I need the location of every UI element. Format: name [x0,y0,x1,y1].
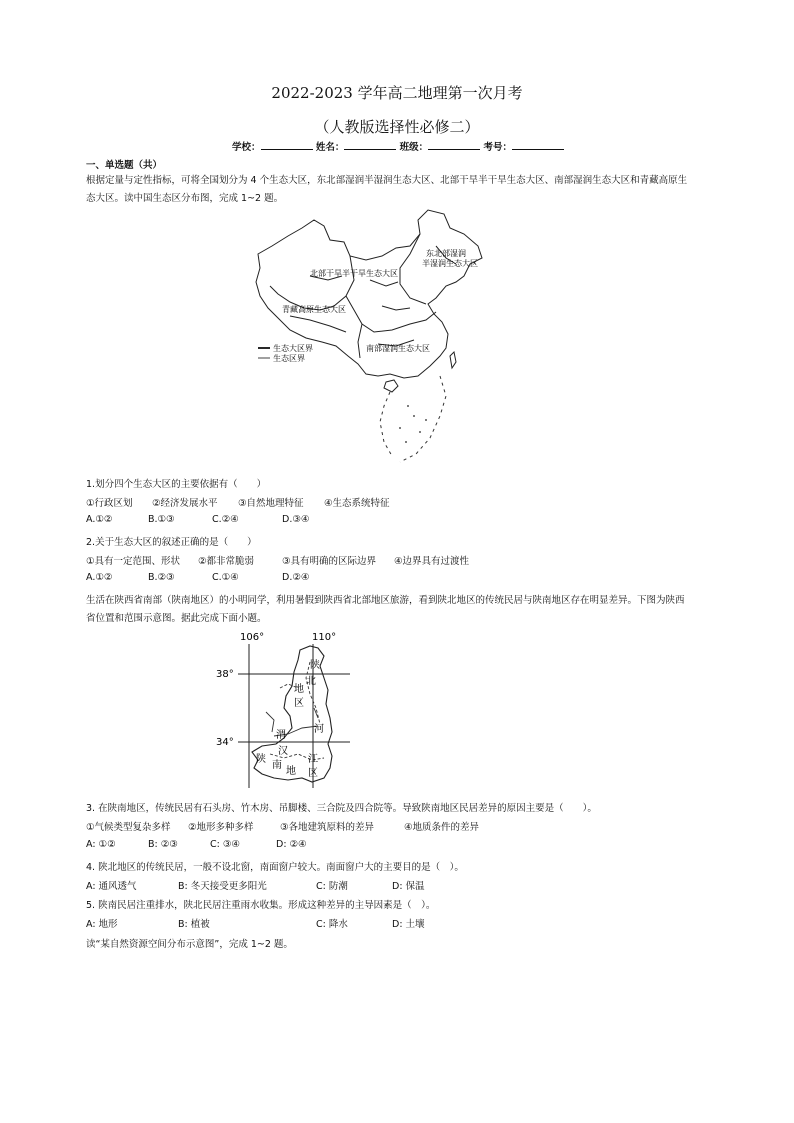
label-northeast-2: 半湿润生态大区 [422,259,478,268]
q1-options [86,514,309,525]
q4-option-c[interactable]: C: 防潮 [316,881,348,892]
q5-option-c[interactable]: C: 降水 [316,919,348,930]
q3-stem: 3. 在陕南地区，传统民居有石头房、竹木房、吊脚楼、三合院及四合院等。导致陕南地区民居差异的原因主要是（ ）。 [86,803,597,814]
map-char: 区 [294,698,304,709]
q1-option-a[interactable]: A.①② [86,514,113,525]
legend-zone-boundary: 生态区界 [273,354,305,363]
q4-option-b[interactable]: B: 冬天接受更多阳光 [178,881,267,892]
q2-options [86,572,309,583]
legend-region-boundary: 生态大区界 [273,344,313,353]
q4-options [86,878,425,892]
q2-option-c[interactable]: C.①④ [212,572,239,583]
map-char: 陕 [256,754,266,765]
q5-option-d[interactable]: D: 土壤 [392,919,425,930]
q5-option-a[interactable]: A: 地形 [86,919,118,930]
q3-items [86,819,479,833]
intro2-line-1: 生活在陕西省南部（陕南地区）的小明同学，利用暑假到陕西省北部地区旅游，看到陕北地区的传统民居与陕南地区存在明显差异。下图为陕西 [86,595,685,606]
section-heading: 一、单选题（共） [86,160,163,171]
class-field[interactable] [428,140,480,150]
q3-option-b[interactable]: B: ②③ [148,839,178,850]
q1-option-c[interactable]: C.②④ [212,514,239,525]
q2-stem: 2.关于生态大区的叙述正确的是（ ） [86,537,257,548]
china-ecoregion-map [250,206,490,468]
school-label: 学校： [232,142,261,153]
map-char: 江 [308,754,318,765]
q2-option-d[interactable]: D.②④ [282,572,310,583]
map-char: 陕 [310,660,320,671]
q3-options [86,839,307,850]
label-tibetan-plateau: 青藏高原生态大区 [282,305,346,314]
q1-item: ②经济发展水平 [152,498,218,509]
map-char: 区 [308,768,318,779]
intro-line-1: 根据定量与定性指标，可将全国划分为 4 个生态大区，东北部湿润半湿润生态大区、北部干旱半干旱生态大区、南部湿润生态大区和青藏高原生 [86,175,688,186]
q2-option-b[interactable]: B.②③ [148,572,175,583]
q2-item: ①具有一定范围、形状 [86,556,181,567]
q3-option-d[interactable]: D: ②④ [276,839,307,850]
q4-option-d[interactable]: D: 保温 [392,881,425,892]
q1-item: ①行政区划 [86,498,133,509]
q1-items [86,495,390,509]
q1-stem: 1.划分四个生态大区的主要依据有（ ） [86,479,267,490]
q1-item: ③自然地理特征 [238,498,304,509]
intro2-line-2: 省位置和范围示意图。据此完成下面小题。 [86,613,267,624]
intro-line-2: 态大区。读中国生态区分布图，完成 1~2 题。 [86,193,284,204]
next-intro: 读“某自然资源空间分布示意图”，完成 1~2 题。 [86,939,293,950]
q3-option-c[interactable]: C: ③④ [210,839,240,850]
label-south-humid: 南部湿润生态大区 [366,344,430,353]
page-subtitle: （人教版选择性必修二） [314,118,480,136]
label-northeast-1: 东北部湿润 [426,249,466,258]
map-char: 北 [306,676,316,687]
q4-stem: 4. 陕北地区的传统民居，一般不设北窗，南面窗户较大。南面窗户大的主要目的是（ ）。 [86,862,464,873]
q2-item: ③具有明确的区际边界 [282,556,377,567]
map-char: 地 [294,684,304,695]
q3-option-a[interactable]: A: ①② [86,839,116,850]
q2-item: ④边界具有过渡性 [394,556,470,567]
q3-item: ①气候类型复杂多样 [86,822,171,833]
lon-label-110: 110° [312,632,337,643]
q2-items [86,553,469,567]
page-title: 2022-2023 学年高二地理第一次月考 [271,84,523,102]
q2-option-a[interactable]: A.①② [86,572,113,583]
q5-options [86,916,425,930]
school-field[interactable] [261,140,313,150]
lon-label-106: 106° [240,632,265,643]
lat-label-38: 38° [216,669,234,680]
q3-item: ④地质条件的差异 [404,822,480,833]
name-field[interactable] [344,140,396,150]
map-char: 汉 [278,746,288,757]
shaanxi-location-map [214,628,354,790]
q2-item: ②都非常脆弱 [198,556,255,567]
q3-item: ②地形多种多样 [188,822,254,833]
map-char: 渭 [276,730,286,741]
student-info-line [232,139,564,153]
number-field[interactable] [512,140,564,150]
number-label: 考号： [483,142,512,153]
name-label: 姓名： [315,142,345,153]
class-label: 班级： [399,142,429,153]
q5-stem: 5. 陕南民居注重排水，陕北民居注重雨水收集。形成这种差异的主导因素是（ ）。 [86,900,436,911]
lat-label-34: 34° [216,737,234,748]
q1-item: ④生态系统特征 [324,498,390,509]
map-char: 地 [286,766,296,777]
q4-option-a[interactable]: A: 通风透气 [86,881,137,892]
q1-option-b[interactable]: B.①③ [148,514,175,525]
map-char: 南 [272,760,282,771]
label-north-arid: 北部干旱半干旱生态大区 [310,269,398,278]
q5-option-b[interactable]: B: 植被 [178,919,210,930]
q3-item: ③各地建筑原料的差异 [280,822,375,833]
map-char: 河 [314,724,324,735]
q1-option-d[interactable]: D.③④ [282,514,310,525]
